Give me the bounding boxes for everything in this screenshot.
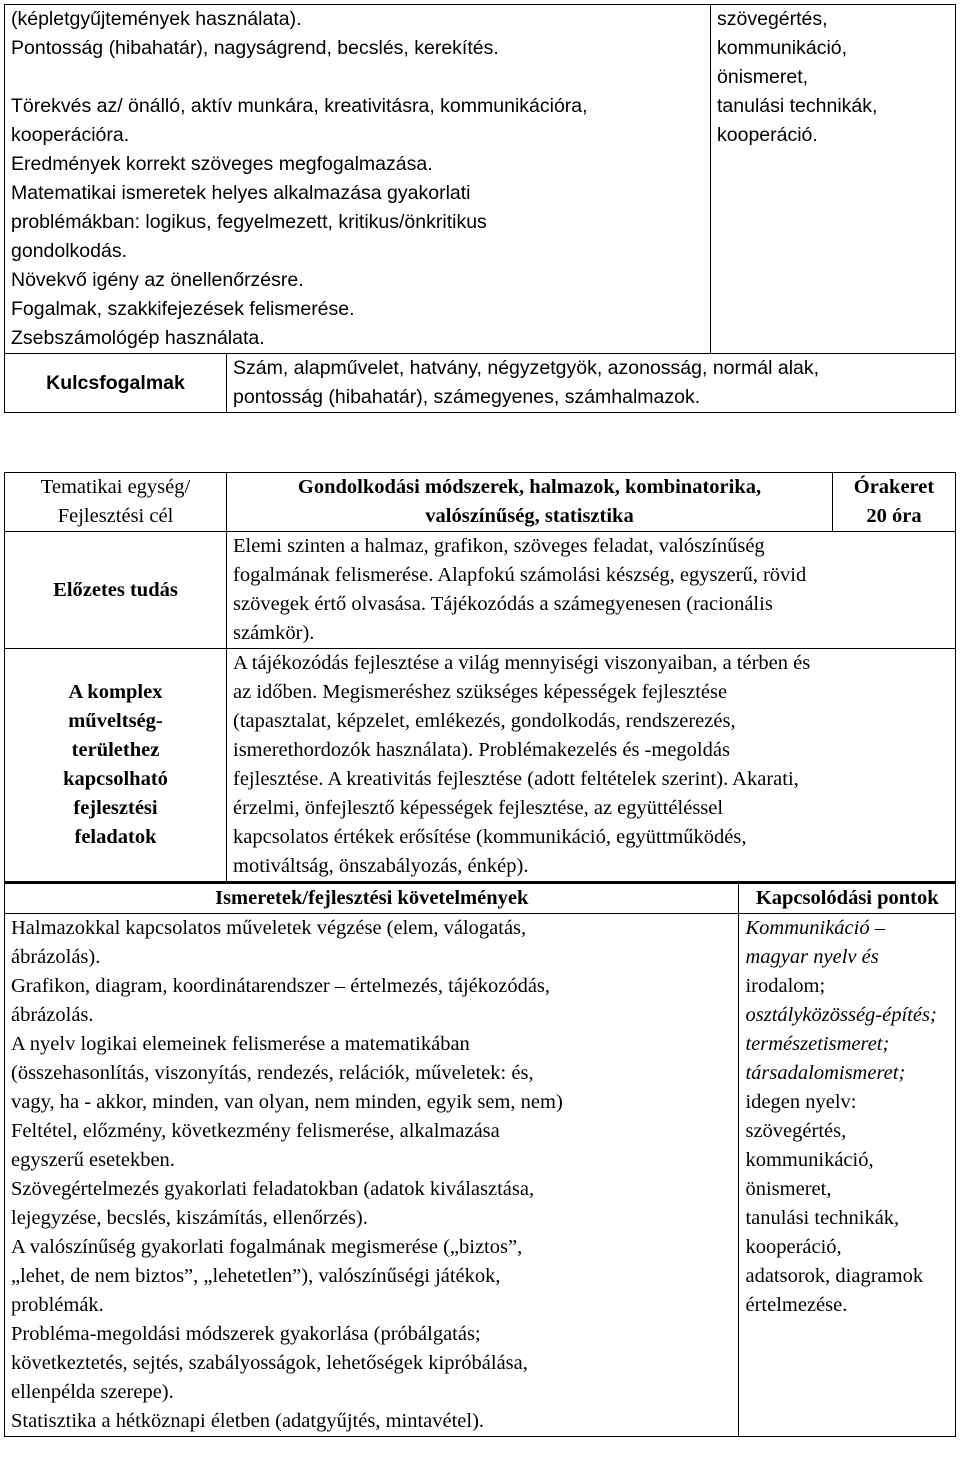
text-line: motiváltság, önszabályozás, énkép). xyxy=(233,855,529,877)
text-line: Matematikai ismeretek helyes alkalmazása gyakorlati xyxy=(11,182,471,204)
text-line: feladatok xyxy=(74,826,157,848)
link-line: adatsorok, diagramok xyxy=(745,1265,924,1287)
attitudes-text xyxy=(11,5,704,353)
link-line: osztályközösség-építés; xyxy=(745,1004,937,1026)
kulcsfogalmak-label-text: Kulcsfogalmak xyxy=(46,371,185,394)
text-line: (összehasonlítás, viszonyítás, rendezés, relációk, műveletek: és, xyxy=(11,1062,534,1084)
text-line: A valószínűség gyakorlati fogalmának megismerése („biztos”, xyxy=(11,1236,523,1258)
text-line: (tapasztalat, képzelet, emlékezés, gondolkodás, rendszerezés, xyxy=(233,710,736,732)
link-line: kooperáció, xyxy=(745,1236,842,1258)
text-line: Szövegértelmezés gyakorlati feladatokban (adatok kiválasztása, xyxy=(11,1178,535,1200)
text-line: számkör). xyxy=(233,622,315,644)
text-line: Szám, alapművelet, hatvány, négyzetgyök, azonosság, normál alak, xyxy=(233,357,820,379)
prior-label-cell xyxy=(5,532,227,649)
text-line: Zsebszámológép használata. xyxy=(11,327,265,349)
complex-label xyxy=(11,678,220,852)
text-line: fogalmának felismerése. Alapfokú számolási készség, egyszerű, rövid xyxy=(233,564,807,586)
links-header-cell xyxy=(739,883,956,914)
hours-cell xyxy=(833,473,956,532)
text-line: (képletgyűjtemények használata). xyxy=(11,8,302,30)
links-header: Kapcsolódási pontok xyxy=(755,887,939,909)
text-line: ábrázolás). xyxy=(11,946,101,968)
text-line: Fogalmak, szakkifejezések felismerése. xyxy=(11,298,355,320)
text-line: A komplex xyxy=(68,681,163,703)
text-line: Fejlesztési cél xyxy=(57,505,174,527)
text-line: kapcsolható xyxy=(63,768,168,790)
links-text xyxy=(745,914,949,1320)
prior-text xyxy=(233,532,949,648)
text-line: ismerethordozók használata). Problémakezelés és -megoldás xyxy=(233,739,730,761)
text-line: kapcsolatos értékek erősítése (kommunikáció, együttműködés, xyxy=(233,826,747,848)
links-cell xyxy=(739,914,956,1437)
link-line: természetismeret; xyxy=(745,1033,890,1055)
text-line: Statisztika a hétköznapi életben (adatgyűjtés, mintavétel). xyxy=(11,1410,485,1432)
text-line: Elemi szinten a halmaz, grafikon, szöveges feladat, valószínűség xyxy=(233,535,765,557)
text-line: „lehet, de nem biztos”, „lehetetlen”), valószínűségi játékok, xyxy=(11,1265,501,1287)
hours-value: 20 óra xyxy=(866,505,922,527)
text-line: érzelmi, önfejlesztő képességek fejlesztése, az együttéléssel xyxy=(233,797,724,819)
top-links-text xyxy=(717,5,949,150)
text-line: lejegyzése, becslés, kiszámítás, ellenőrzés). xyxy=(11,1207,368,1229)
link-line: szövegértés, xyxy=(745,1120,847,1142)
unit-title-cell xyxy=(227,473,833,532)
text-line: területhez xyxy=(71,739,160,761)
text-line: Eredmények korrekt szöveges megfogalmazása. xyxy=(11,153,433,175)
text-line: Grafikon, diagram, koordinátarendszer – értelmezés, tájékozódás, xyxy=(11,975,551,997)
text-line: egyszerű esetekben. xyxy=(11,1149,175,1171)
link-line: magyar nyelv és xyxy=(745,946,879,968)
text-line xyxy=(11,63,704,92)
text-line: pontosság (hibahatár), számegyenes, számhalmazok. xyxy=(233,386,701,408)
prior-label: Előzetes tudás xyxy=(53,578,178,601)
text-line: műveltség- xyxy=(68,710,163,732)
link-line: értelmezése. xyxy=(745,1294,848,1316)
text-line: A nyelv logikai elemeinek felismerése a matematikában xyxy=(11,1033,470,1055)
req-text xyxy=(11,914,732,1436)
text-line: problémák. xyxy=(11,1294,104,1316)
text-line: ábrázolás. xyxy=(11,1004,94,1026)
text-line: szövegértés, xyxy=(717,8,828,30)
text-line: Halmazokkal kapcsolatos műveletek végzése (elem, válogatás, xyxy=(11,917,527,939)
top-table xyxy=(4,4,956,413)
text-line: problémákban: logikus, fegyelmezett, kritikus/önkritikus xyxy=(11,211,487,233)
text-line: kooperáció. xyxy=(717,124,818,146)
text-line: következtetés, sejtés, szabályosságok, lehetőségek kipróbálása, xyxy=(11,1352,528,1374)
complex-label-cell xyxy=(5,649,227,883)
text-line: Törekvés az/ önálló, aktív munkára, kreativitásra, kommunikációra, xyxy=(11,95,588,117)
text-line: Pontosság (hibahatár), nagyságrend, becslés, kerekítés. xyxy=(11,37,499,59)
link-line: kommunikáció, xyxy=(745,1149,874,1171)
link-line: önismeret, xyxy=(745,1178,832,1200)
text-line: A tájékozódás fejlesztése a világ mennyiségi viszonyaiban, a térben és xyxy=(233,652,811,674)
top-links-cell xyxy=(711,5,956,354)
req-header-cell xyxy=(5,883,739,914)
text-line: Tematikai egység/ xyxy=(40,476,191,498)
text-line: Probléma-megoldási módszerek gyakorlása (próbálgatás; xyxy=(11,1323,481,1345)
attitudes-cell xyxy=(5,5,711,354)
unit-title xyxy=(233,473,826,531)
link-line: Kommunikáció – xyxy=(745,917,885,939)
link-line: tanulási technikák, xyxy=(745,1207,900,1229)
link-line: idegen nyelv: xyxy=(745,1091,857,1113)
complex-value-cell xyxy=(227,649,956,883)
text-line: Növekvő igény az önellenőrzésre. xyxy=(11,269,304,291)
text-line: önismeret, xyxy=(717,66,809,88)
text-line: kommunikáció, xyxy=(717,37,848,59)
text-line: vagy, ha - akkor, minden, van olyan, nem minden, egyik sem, nem) xyxy=(11,1091,563,1113)
text-line: Feltétel, előzmény, következmény felismerése, alkalmazása xyxy=(11,1120,500,1142)
prior-value-cell xyxy=(227,532,956,649)
unit-label xyxy=(11,473,220,531)
text-line: valószínűség, statisztika xyxy=(425,505,634,527)
hours-label: Órakeret xyxy=(853,476,935,498)
text-line: gondolkodás. xyxy=(11,240,128,262)
link-line: társadalomismeret; xyxy=(745,1062,906,1084)
kulcsfogalmak-text xyxy=(233,354,949,412)
text-line: Gondolkodási módszerek, halmazok, kombinatorika, xyxy=(297,476,762,498)
req-cell xyxy=(5,914,739,1437)
unit-label-cell xyxy=(5,473,227,532)
text-line: kooperációra. xyxy=(11,124,130,146)
kulcsfogalmak-label xyxy=(5,354,227,413)
link-line: irodalom; xyxy=(745,975,826,997)
text-line: ellenpélda szerepe). xyxy=(11,1381,174,1403)
unit-table xyxy=(4,472,956,1437)
text-line: tanulási technikák, xyxy=(717,95,878,117)
kulcsfogalmak-value xyxy=(227,354,956,413)
text-line: fejlesztése. A kreativitás fejlesztése (adott feltételek szerint). Akarati, xyxy=(233,768,799,790)
text-line: az időben. Megismeréshez szükséges képességek fejlesztése xyxy=(233,681,728,703)
text-line: fejlesztési xyxy=(73,797,158,819)
complex-text xyxy=(233,649,949,881)
req-header: Ismeretek/fejlesztési követelmények xyxy=(215,887,529,909)
text-line: szövegek értő olvasása. Tájékozódás a számegyenesen (racionális xyxy=(233,593,773,615)
